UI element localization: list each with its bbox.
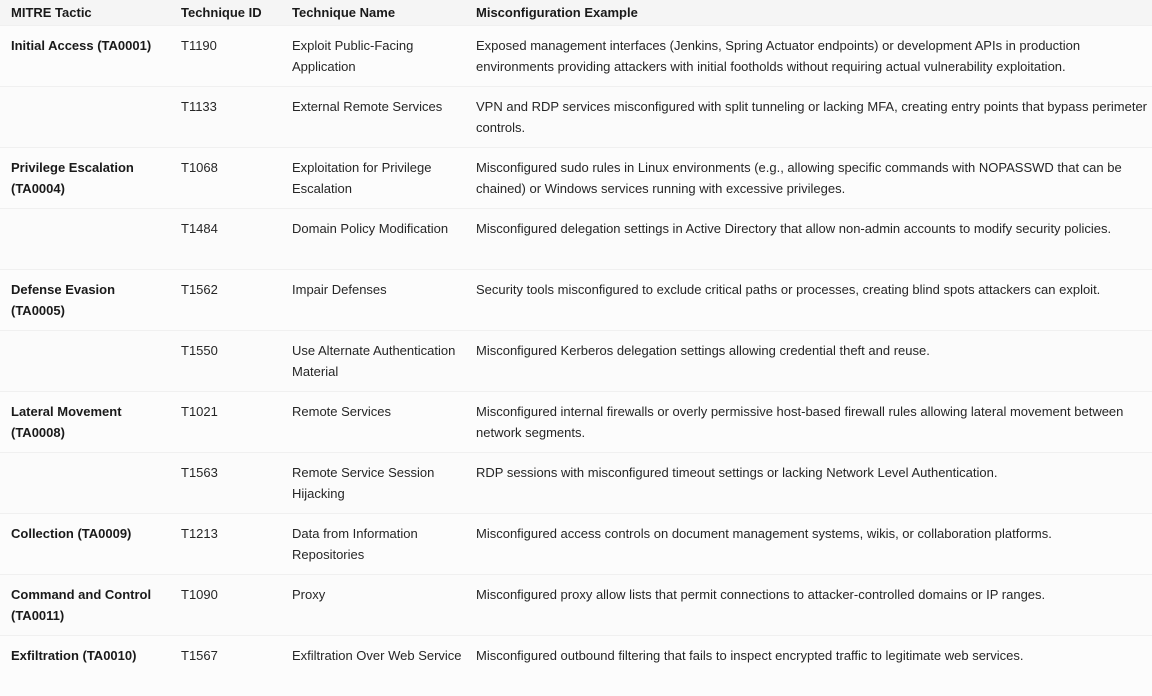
cell-tactic: Lateral Movement (TA0008) [11, 404, 122, 440]
cell-example: VPN and RDP services misconfigured with split tunneling or lacking MFA, creating entry points that bypass perimeter controls. [476, 99, 1148, 135]
cell-technique-name: Remote Services [292, 404, 391, 419]
cell-example: Exposed management interfaces (Jenkins, Spring Actuator endpoints) or development APIs in production environments providing attackers with initial footholds without requiring actual vulnerability exploitation. [476, 38, 1081, 74]
cell-technique-name: External Remote Services [292, 99, 443, 114]
cell-tactic: Privilege Escalation (TA0004) [11, 160, 134, 196]
cell-example: RDP sessions with misconfigured timeout settings or lacking Network Level Authentication. [476, 465, 998, 480]
cell-technique-id: T1562 [181, 282, 218, 297]
table-row [0, 514, 1152, 575]
table-row [0, 575, 1152, 636]
cell-example: Security tools misconfigured to exclude critical paths or processes, creating blind spots attackers can exploit. [476, 282, 1101, 297]
cell-technique-id: T1550 [181, 343, 218, 358]
cell-technique-id: T1484 [181, 221, 218, 236]
cell-technique-id: T1068 [181, 160, 218, 175]
cell-tactic: Defense Evasion (TA0005) [11, 282, 116, 318]
table-row [0, 26, 1152, 87]
cell-tactic: Command and Control (TA0011) [11, 587, 152, 623]
cell-example: Misconfigured access controls on document management systems, wikis, or collaboration platforms. [476, 526, 1052, 541]
cell-technique-name: Domain Policy Modification [292, 221, 449, 236]
cell-technique-name: Exploit Public-Facing Application [292, 38, 414, 74]
table-row [0, 392, 1152, 453]
cell-example: Misconfigured internal firewalls or overly permissive host-based firewall rules allowing lateral movement between network segments. [476, 404, 1124, 440]
table-row [0, 148, 1152, 209]
table-row [0, 87, 1152, 148]
cell-technique-id: T1190 [181, 38, 217, 53]
cell-technique-name: Data from Information Repositories [292, 526, 418, 562]
cell-technique-id: T1021 [181, 404, 218, 419]
cell-tactic [0, 209, 170, 270]
table-header [0, 0, 1152, 26]
cell-technique-name: Impair Defenses [292, 282, 387, 297]
table-row [0, 209, 1152, 270]
cell-technique-id: T1133 [181, 99, 217, 114]
table-row [0, 270, 1152, 331]
header-misconfiguration-example: Misconfiguration Example [476, 5, 638, 20]
cell-technique-id: T1563 [181, 465, 218, 480]
header-technique-name: Technique Name [292, 5, 396, 20]
cell-tactic [0, 331, 170, 392]
cell-technique-name: Remote Service Session Hijacking [292, 465, 435, 501]
cell-tactic [0, 87, 170, 148]
cell-example: Misconfigured proxy allow lists that permit connections to attacker-controlled domains or IP ranges. [476, 587, 1046, 602]
cell-technique-id: T1213 [181, 526, 218, 541]
table-row [0, 636, 1152, 696]
cell-tactic: Exfiltration (TA0010) [11, 648, 137, 663]
table-row [0, 453, 1152, 514]
cell-technique-name: Exploitation for Privilege Escalation [292, 160, 432, 196]
cell-example: Misconfigured delegation settings in Active Directory that allow non-admin accounts to modify security policies. [476, 221, 1112, 236]
header-row [0, 0, 1152, 26]
cell-technique-id: T1090 [181, 587, 218, 602]
cell-technique-name: Proxy [292, 587, 326, 602]
cell-example: Misconfigured Kerberos delegation settings allowing credential theft and reuse. [476, 343, 930, 358]
cell-tactic: Collection (TA0009) [11, 526, 132, 541]
table-body [0, 26, 1152, 696]
cell-example: Misconfigured outbound filtering that fails to inspect encrypted traffic to legitimate web services. [476, 648, 1024, 663]
cell-technique-name: Use Alternate Authentication Material [292, 343, 456, 379]
cell-technique-id: T1567 [181, 648, 218, 663]
cell-technique-name: Exfiltration Over Web Service [292, 648, 462, 663]
header-mitre-tactic: MITRE Tactic [11, 5, 92, 20]
cell-example: Misconfigured sudo rules in Linux environments (e.g., allowing specific commands with NOPASSWD that can be chained) or Windows services running with excessive privileges. [476, 160, 1122, 196]
cell-tactic: Initial Access (TA0001) [11, 38, 152, 53]
cell-tactic [0, 453, 170, 514]
table-row [0, 331, 1152, 392]
header-technique-id: Technique ID [181, 5, 262, 20]
